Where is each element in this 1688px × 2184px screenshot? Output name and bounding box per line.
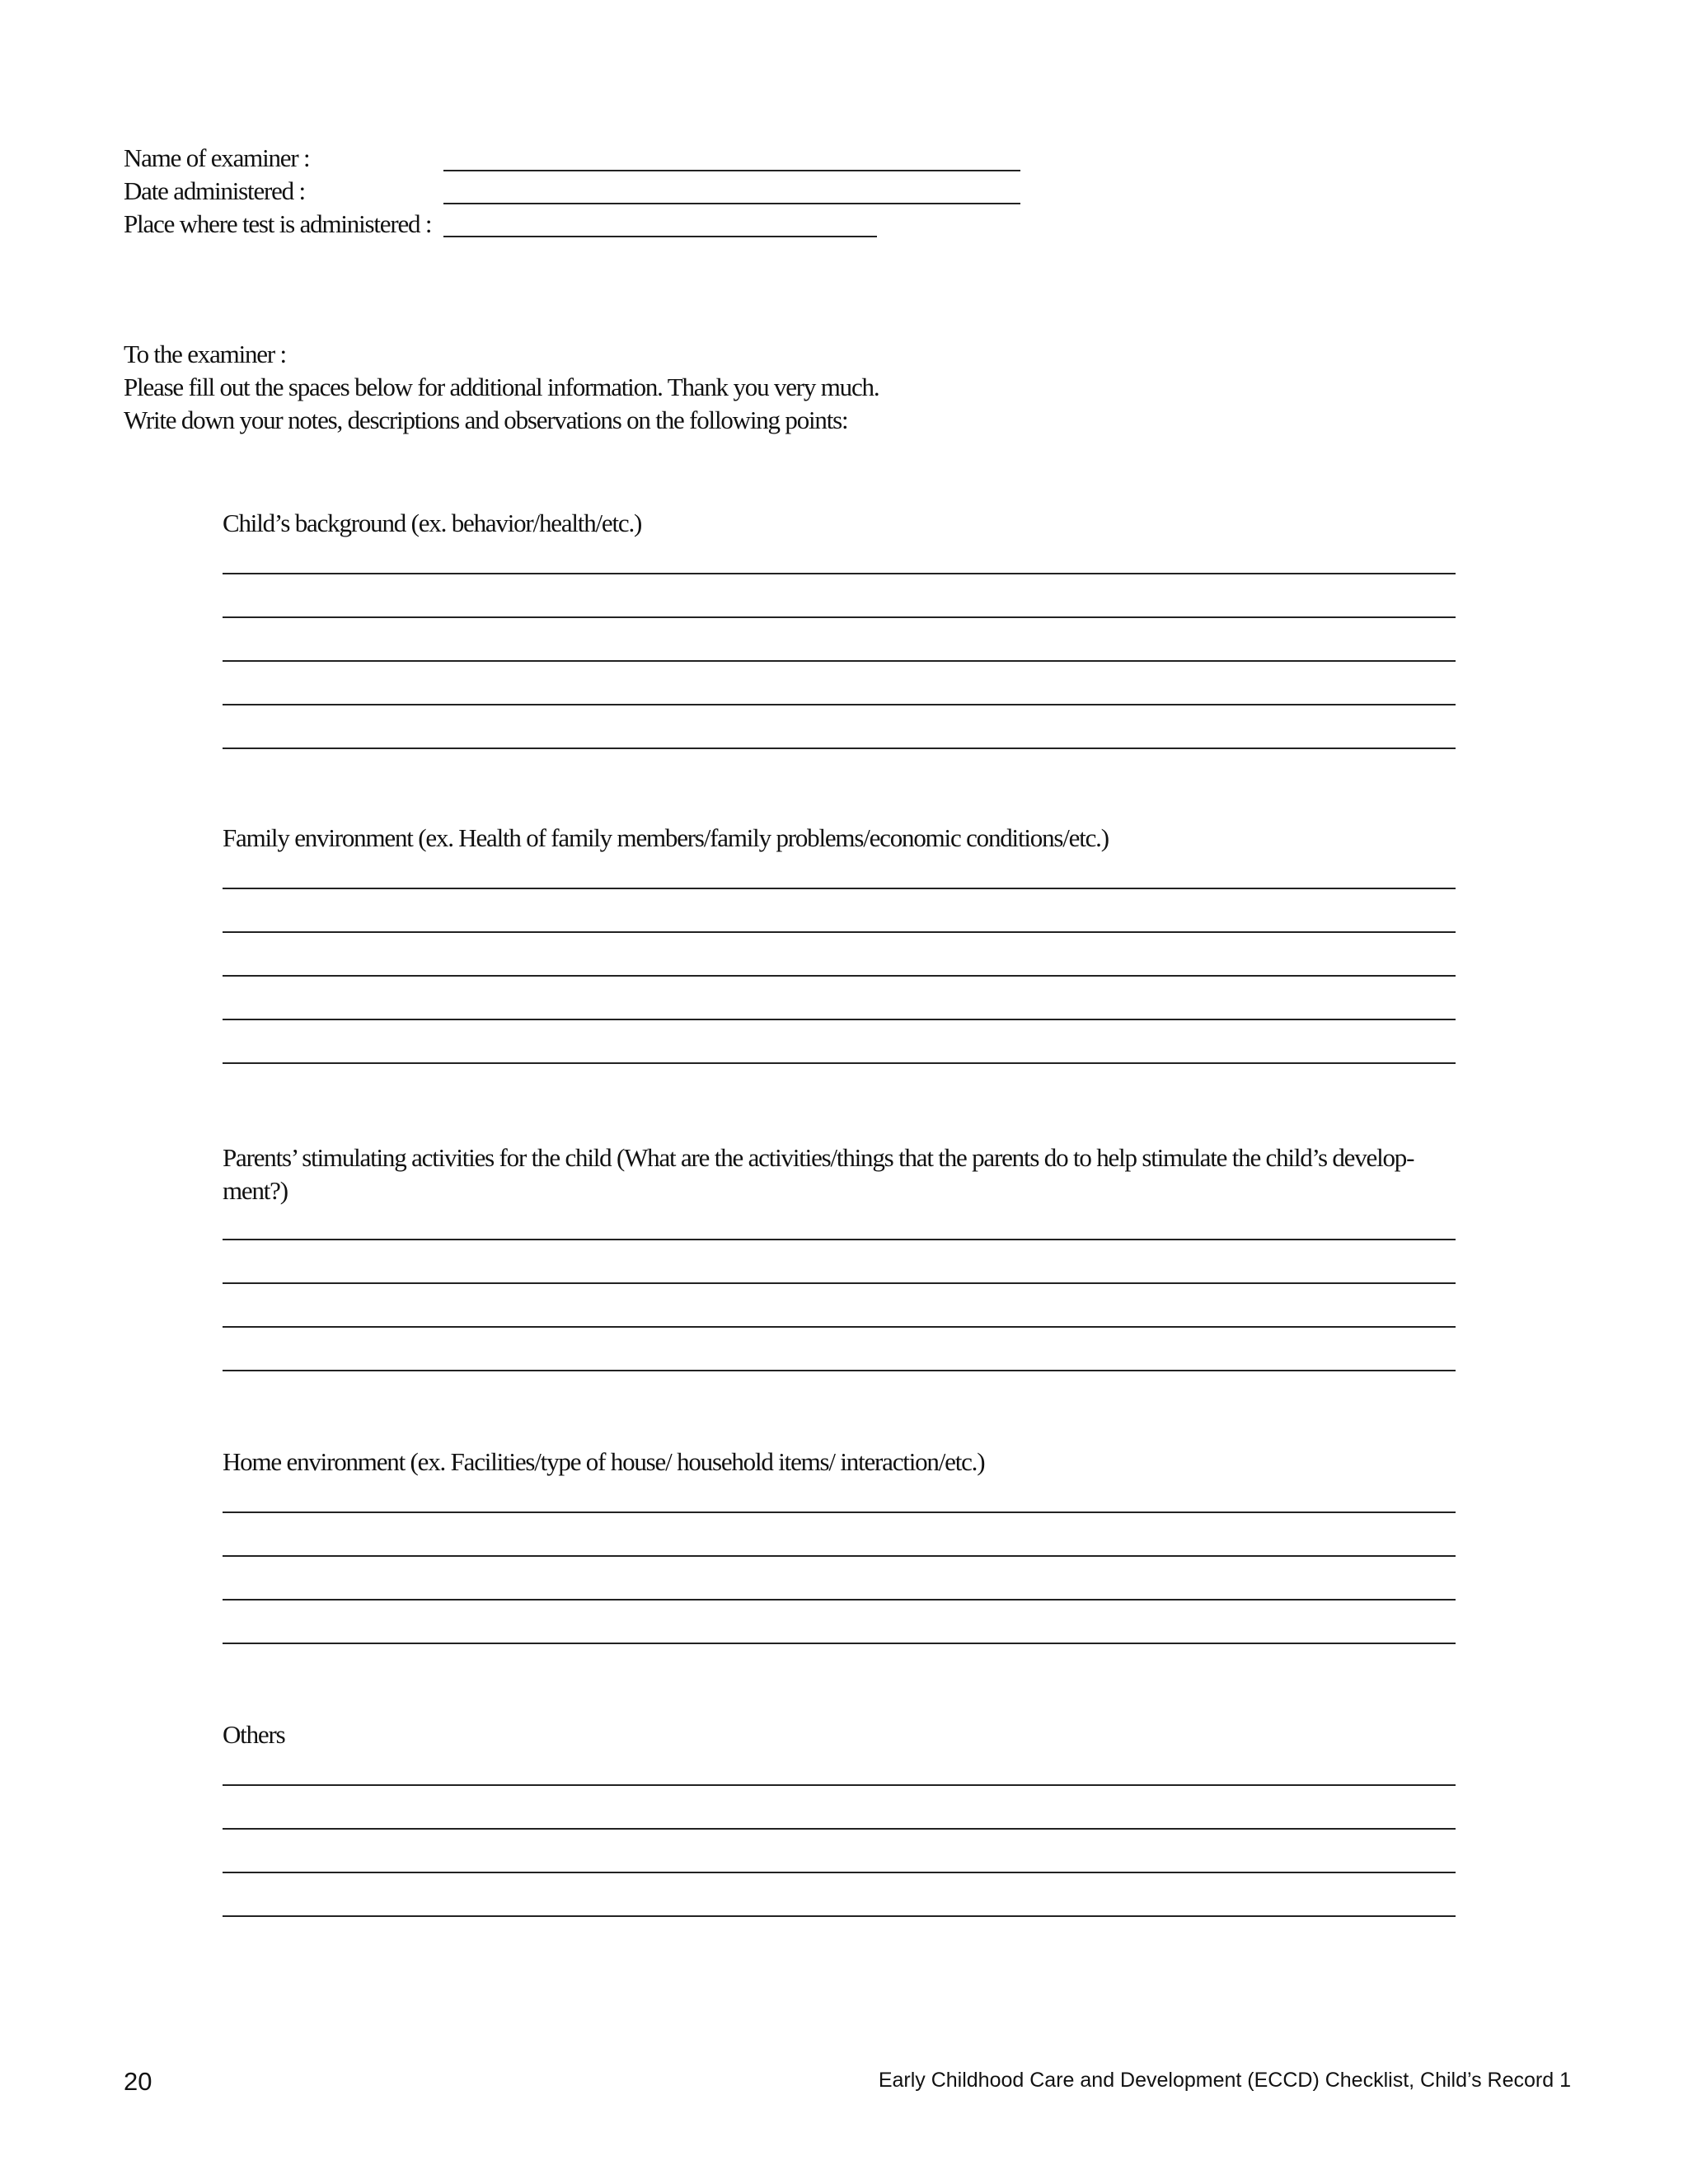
examiner-name-field[interactable] — [443, 170, 1020, 171]
test-place-field[interactable] — [443, 236, 877, 237]
examiner-name-row — [124, 142, 1030, 175]
section-title: Child’s background (ex. behavior/health/etc.) — [223, 509, 642, 537]
instructions — [124, 338, 1360, 437]
test-place-row — [124, 208, 1030, 241]
section-childs-background — [223, 507, 1459, 754]
writing-line[interactable] — [223, 573, 1456, 574]
writing-line[interactable] — [223, 1019, 1456, 1020]
section-title: Parents’ stimulating activities for the child (What are the activities/things that the parents do to help stimulate the child’s develop- — [223, 1143, 1414, 1172]
writing-line[interactable] — [223, 1062, 1456, 1064]
section-title: Others — [223, 1720, 285, 1749]
instructions-line: Please fill out the spaces below for additional information. Thank you very much. — [124, 373, 879, 401]
section-title: Family environment (ex. Health of family members/family problems/economic conditions/etc.) — [223, 823, 1109, 852]
date-administered-label: Date administered : — [124, 176, 305, 205]
document-title: Early Childhood Care and Development (ECCD) Checklist, Child’s Record 1 — [878, 2069, 1571, 2092]
writing-line[interactable] — [223, 1555, 1456, 1557]
instructions-line: Write down your notes, descriptions and observations on the following points: — [124, 405, 848, 434]
writing-line[interactable] — [223, 748, 1456, 749]
writing-line[interactable] — [223, 1511, 1456, 1513]
writing-line[interactable] — [223, 931, 1456, 933]
section-family-environment — [223, 822, 1459, 1069]
test-place-label: Place where test is administered : — [124, 209, 432, 238]
section-title: Home environment (ex. Facilities/type of house/ household items/ interaction/etc.) — [223, 1447, 985, 1476]
writing-line[interactable] — [223, 975, 1456, 977]
writing-line[interactable] — [223, 888, 1456, 889]
date-administered-row — [124, 175, 1030, 208]
examiner-name-label: Name of examiner : — [124, 143, 310, 172]
page-number: 20 — [124, 2067, 152, 2096]
section-home-environment — [223, 1446, 1459, 1652]
writing-line[interactable] — [223, 1828, 1456, 1830]
writing-line[interactable] — [223, 1370, 1456, 1371]
section-title-continued: ment?) — [223, 1176, 288, 1205]
instructions-heading: To the examiner : — [124, 340, 286, 368]
writing-line[interactable] — [223, 616, 1456, 618]
date-administered-field[interactable] — [443, 203, 1020, 204]
writing-line[interactable] — [223, 1282, 1456, 1284]
writing-line[interactable] — [223, 1326, 1456, 1328]
section-others — [223, 1718, 1459, 1924]
writing-line[interactable] — [223, 660, 1456, 662]
writing-line[interactable] — [223, 1915, 1456, 1917]
writing-line[interactable] — [223, 1643, 1456, 1644]
writing-line[interactable] — [223, 1784, 1456, 1786]
section-parents-stimulating-activities — [223, 1141, 1459, 1380]
writing-line[interactable] — [223, 1239, 1456, 1240]
writing-line[interactable] — [223, 704, 1456, 705]
writing-line[interactable] — [223, 1872, 1456, 1873]
writing-line[interactable] — [223, 1599, 1456, 1601]
